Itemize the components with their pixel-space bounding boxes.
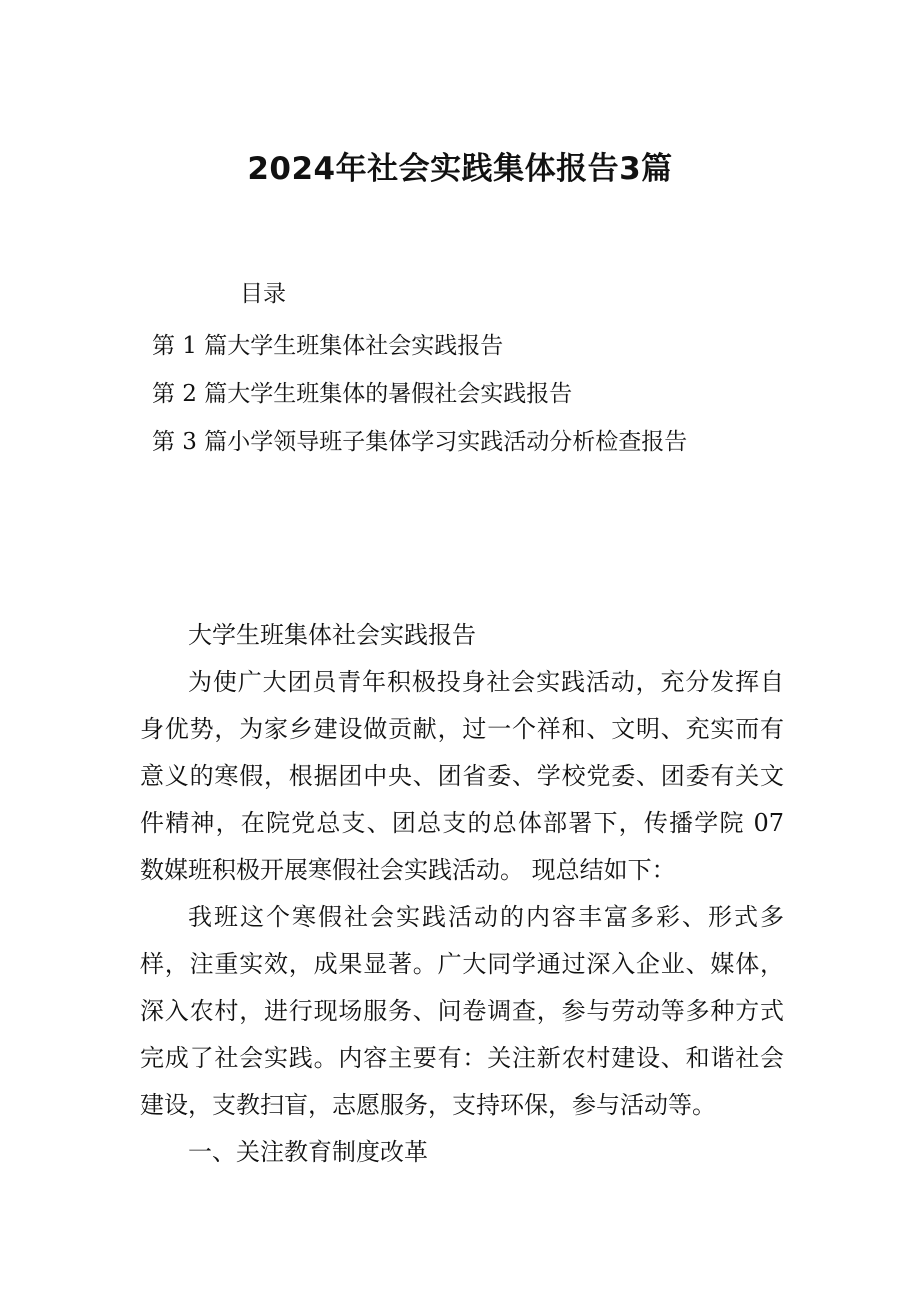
section-title: 大学生班集体社会实践报告	[188, 621, 476, 649]
paragraph-2: 我班这个寒假社会实践活动的内容丰富多彩、形式多样，注重实效，成果显著。广大同学通过深入企业、媒体，深入农村，进行现场服务、问卷调查，参与劳动等多种方式完成了社会实践。内容主要有：关注新农村建设、和谐社会建设，支教扫盲，志愿服务，支持环保，参与活动等。	[140, 903, 784, 1119]
paragraph-1: 为使广大团员青年积极投身社会实践活动，充分发挥自身优势，为家乡建设做贡献，过一个祥和、文明、充实而有意义的寒假，根据团中央、团省委、学校党委、团委有关文件精神，在院党总支、团总支的总体部署下，传播学院 07 数媒班积极开展寒假社会实践活动。 现总结如下：	[140, 668, 784, 884]
toc-heading: 目录	[240, 281, 286, 307]
toc-item-2: 第 2 篇大学生班集体的暑假社会实践报告	[152, 381, 573, 407]
document-body	[140, 612, 784, 1176]
document-title: 2024年社会实践集体报告3篇	[247, 151, 673, 187]
toc-list	[152, 322, 687, 466]
toc-item-3: 第 3 篇小学领导班子集体学习实践活动分析检查报告	[152, 429, 688, 455]
subheading: 一、关注教育制度改革	[188, 1138, 428, 1166]
toc-item-1: 第 1 篇大学生班集体社会实践报告	[152, 333, 504, 359]
